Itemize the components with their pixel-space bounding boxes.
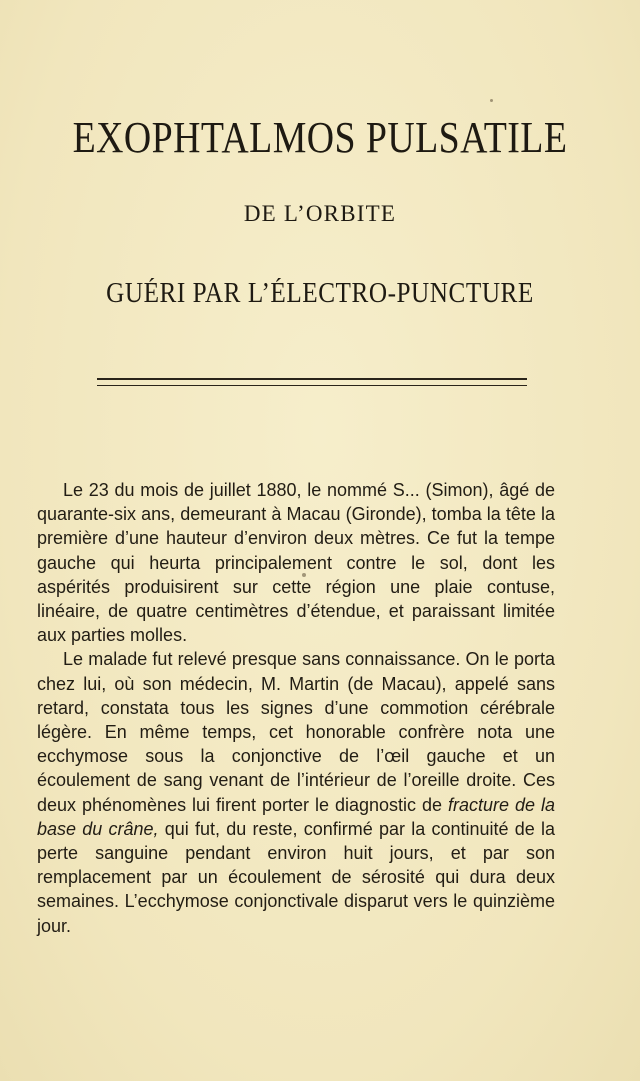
paragraph-2-text-start: Le malade fut relevé presque sans connaissance. On le porta chez lui, où son médecin, M. Martin (de Macau), appelé sans retard, constata tous les signes d’une commotion cérébrale légère. En même temps, cet honorable confrère nota une ecchymose sous la conjonctive de l’œil gauche et un écoulement de sang venant de l’intérieur de l’oreille droite. Ces deux phénomènes lui firent porter le diagnostic de (37, 649, 555, 815)
paragraph-2-italic-phrase: fracture de la base du crâne, (37, 794, 555, 839)
paragraph-1: Le 23 du mois de juillet 1880, le nommé S... (Simon), âgé de quarante-six ans, demeurant à Macau (Gironde), tomba la tête la première d’une hauteur d’environ deux mètres. Ce fut la tempe gauche qui heurta principalement contre le sol, dont les aspérités produisirent sur cette région une plaie contuse, linéaire, de quatre centimètres d’étendue, et paraissant limitée aux parties molles. (37, 480, 555, 646)
paragraph-2-text-end: qui fut, du reste, confirmé par la continuité de la perte sanguine pendant environ huit jours, et par son remplacement par un écoulement de sérosité qui dura deux semaines. L’ecchymose conjonctivale disparut vers le quinzième jour. (37, 818, 555, 936)
ink-speck (490, 99, 493, 102)
divider-thin (97, 385, 527, 386)
paragraph-2 (37, 647, 555, 937)
page-subtitle-secondary: GUÉRI PAR L’ÉLECTRO-PUNCTURE (106, 278, 534, 309)
divider-thick (97, 378, 527, 380)
body-text (37, 478, 555, 938)
page-subtitle: DE L’ORBITE (243, 201, 397, 226)
page-title: EXOPHTALMOS PULSATILE (72, 113, 568, 162)
